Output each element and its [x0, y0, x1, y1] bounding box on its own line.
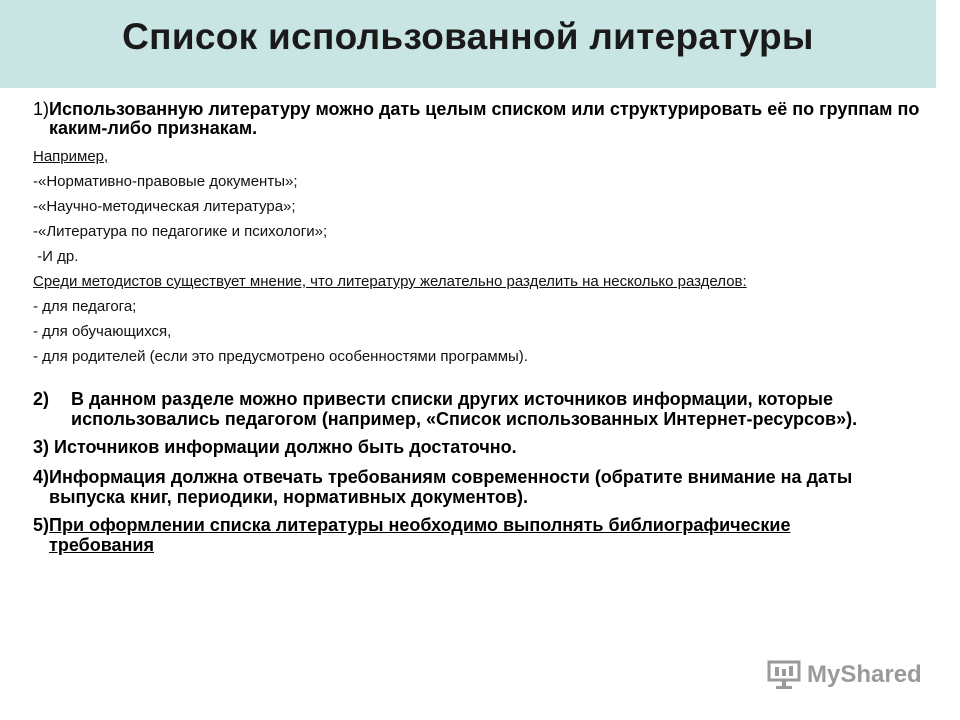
example-label: Например,	[33, 148, 109, 165]
page-title: Список использованной литературы	[122, 16, 814, 57]
item-3: 3) Источников информации должно быть достаточно.	[33, 437, 517, 457]
item-4	[33, 467, 913, 507]
item-2	[33, 389, 928, 429]
section-item: - для педагога;	[33, 298, 137, 315]
slide-content	[33, 100, 933, 555]
section-item: - для обучающихся,	[33, 323, 172, 340]
watermark	[767, 660, 922, 690]
section-item: - для родителей (если это предусмотрено особенностями программы).	[33, 348, 528, 365]
group-item: -«Научно-методическая литература»;	[33, 198, 296, 215]
item-5-number: 5)	[33, 515, 50, 535]
presentation-icon	[767, 660, 801, 690]
item-2-text: В данном разделе можно привести списки других источников информации, которые использовались педагогом (например, «Список использованных Интернет-ресурсов»).	[71, 389, 858, 429]
item-1-text: Использованную литературу можно дать целым списком или структурировать её по группам по каким-либо признакам.	[49, 99, 920, 138]
group-item: -«Литература по педагогике и психологи»;	[33, 223, 328, 240]
item-1	[33, 100, 933, 138]
item-2-number: 2)	[33, 389, 50, 409]
item-4-text: Информация должна отвечать требованиям современности (обратите внимание на даты выпуска книг, периодики, нормативных документов).	[49, 467, 853, 507]
watermark-text: MyShared	[807, 661, 922, 688]
opinion-text: Среди методистов существует мнение, что литературу желательно разделить на несколько разделов:	[33, 273, 747, 290]
group-item: -И др.	[33, 248, 79, 265]
item-5	[33, 515, 833, 555]
item-1-number: 1)	[33, 99, 50, 119]
item-5-text: При оформлении списка литературы необходимо выполнять библиографические требования	[49, 515, 791, 555]
item-4-number: 4)	[33, 467, 50, 487]
group-item: -«Нормативно-правовые документы»;	[33, 173, 298, 190]
